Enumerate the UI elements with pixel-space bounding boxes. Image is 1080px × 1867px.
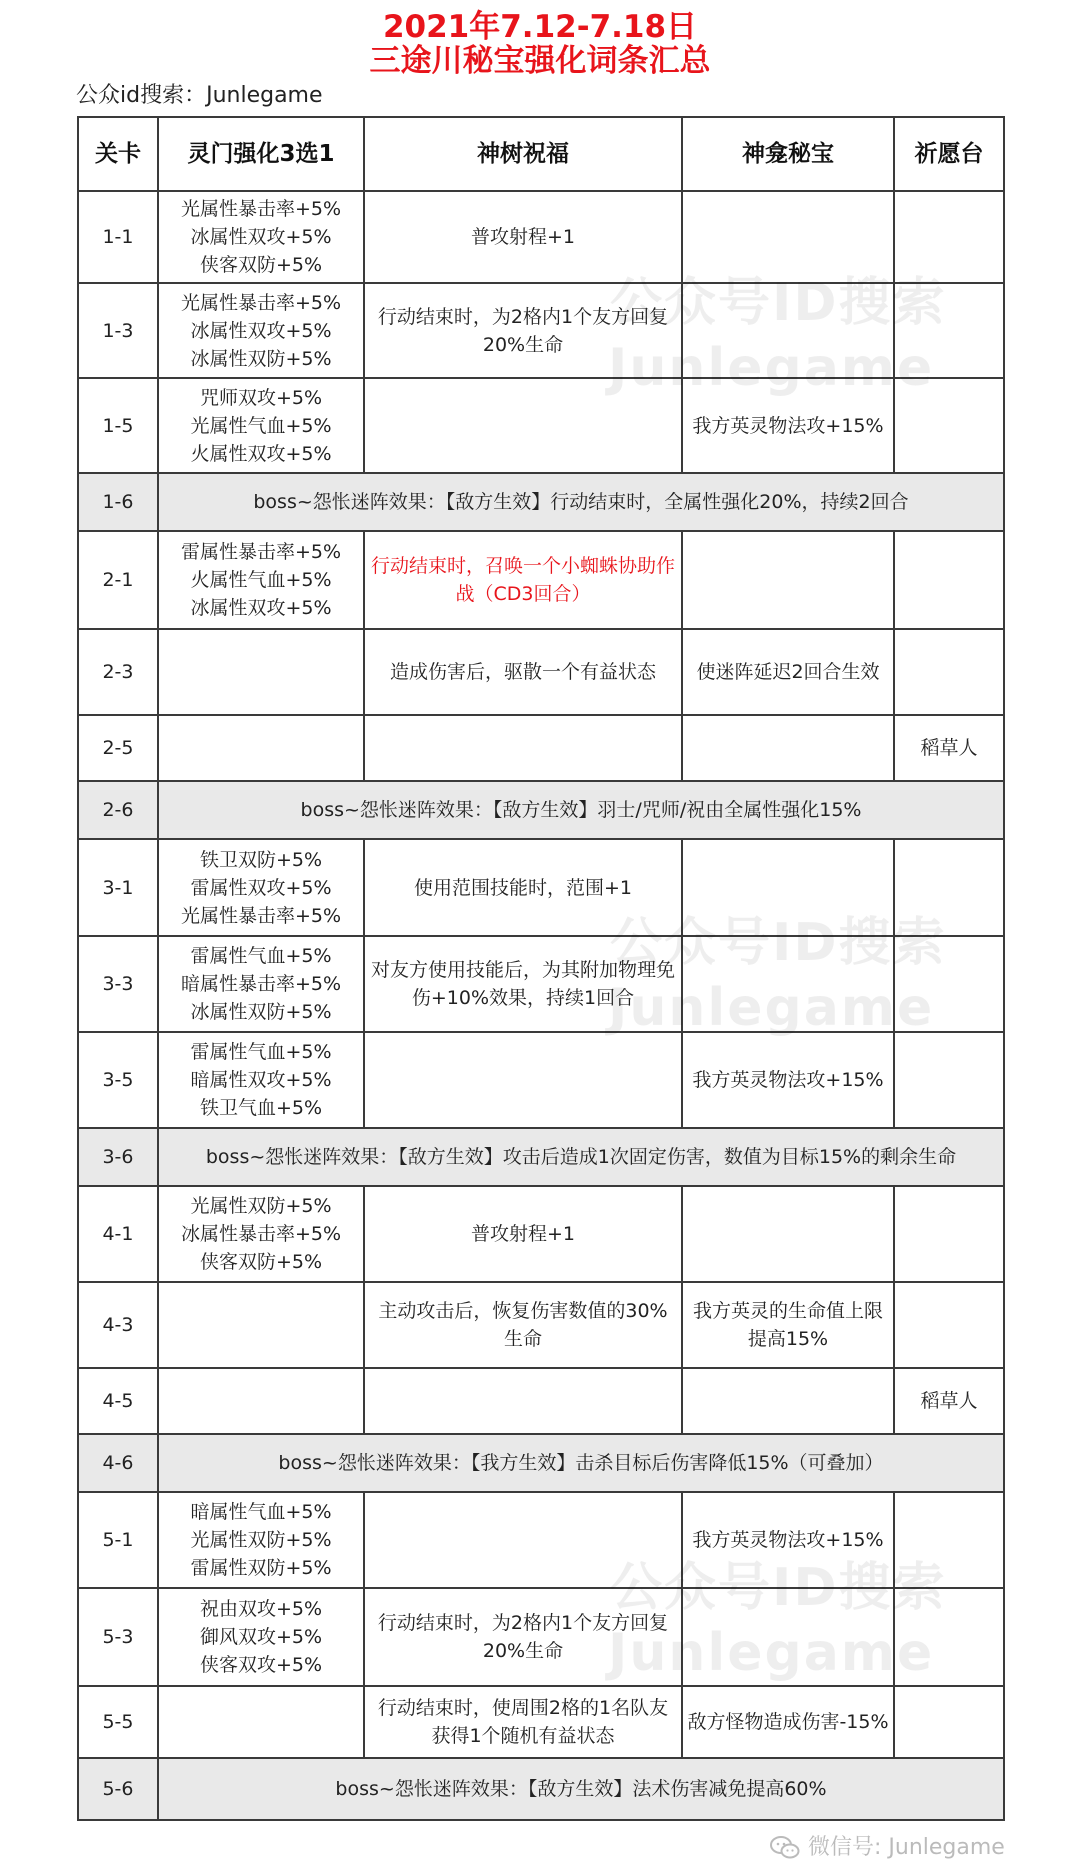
- shenshu-cell: 普攻射程+1: [364, 191, 682, 283]
- table-row: [78, 1282, 1004, 1368]
- qiyuan-cell: 稻草人: [894, 1368, 1004, 1434]
- shenkan-cell: [682, 1186, 894, 1282]
- stage-cell: 5-6: [78, 1758, 158, 1820]
- shenshu-cell: 行动结束时，使周围2格的1名队友获得1个随机有益状态: [364, 1686, 682, 1758]
- boss-row: [78, 1128, 1004, 1186]
- stage-cell: 4-5: [78, 1368, 158, 1434]
- footer-wechat: [770, 1830, 1005, 1861]
- lingmen-option: 光属性暴击率+5%: [180, 904, 342, 927]
- shenshu-cell: 行动结束时，为2格内1个友方回复20%生命: [364, 1588, 682, 1686]
- stage-cell: 2-5: [78, 715, 158, 781]
- table-row: [78, 531, 1004, 629]
- table-header: [78, 117, 1004, 191]
- stage-cell: 4-3: [78, 1282, 158, 1368]
- lingmen-option: 冰属性双攻+5%: [190, 597, 332, 619]
- page-title: 三途川秘宝强化词条汇总: [369, 43, 711, 79]
- stage-cell: 3-6: [78, 1128, 158, 1186]
- stage-cell: 3-5: [78, 1032, 158, 1128]
- lingmen-option: 暗属性气血+5%: [190, 1501, 332, 1523]
- lingmen-option: 铁卫双防+5%: [199, 848, 323, 871]
- lingmen-cell: [158, 283, 364, 378]
- qiyuan-cell: [894, 1282, 1004, 1368]
- shenkan-cell: 我方英灵物法攻+15%: [682, 1492, 894, 1588]
- lingmen-option: 冰属性暴击率+5%: [180, 1223, 342, 1245]
- stage-cell: 5-5: [78, 1686, 158, 1758]
- stage-cell: 1-3: [78, 283, 158, 378]
- watermark: 公众号ID搜索: [610, 913, 947, 973]
- stage-cell: 1-5: [78, 378, 158, 473]
- lingmen-cell: [158, 1588, 364, 1686]
- shenkan-cell: [682, 531, 894, 629]
- lingmen-option: 祝由双攻+5%: [199, 1598, 323, 1620]
- boss-effect-cell: boss~怨怅迷阵效果：【我方生效】击杀目标后伤害降低15%（可叠加）: [158, 1434, 1004, 1492]
- header-lingmen: 灵门强化3选1: [158, 117, 364, 191]
- lingmen-cell: [158, 1686, 364, 1758]
- stage-cell: 2-3: [78, 629, 158, 715]
- stage-cell: 1-1: [78, 191, 158, 283]
- header-shenshu: 神树祝福: [364, 117, 682, 191]
- header-qiyuan: 祈愿台: [894, 117, 1004, 191]
- shenkan-cell: 敌方怪物造成伤害-15%: [682, 1686, 894, 1758]
- shenkan-cell: [682, 1368, 894, 1434]
- lingmen-option: 光属性气血+5%: [190, 414, 332, 437]
- boss-row: [78, 1758, 1004, 1820]
- watermark: Junlegame: [608, 1623, 935, 1683]
- lingmen-cell: [158, 1282, 364, 1368]
- shenkan-cell: 我方英灵物法攻+15%: [682, 378, 894, 473]
- lingmen-option: 铁卫气血+5%: [199, 1097, 323, 1119]
- stage-cell: 3-1: [78, 839, 158, 936]
- boss-row: [78, 473, 1004, 531]
- shenkan-cell: 我方英灵的生命值上限提高15%: [682, 1282, 894, 1368]
- shenkan-cell: [682, 715, 894, 781]
- stage-cell: 3-3: [78, 936, 158, 1032]
- boss-effect-cell: boss~怨怅迷阵效果：【敌方生效】羽士/咒师/祝由全属性强化15%: [158, 781, 1004, 839]
- lingmen-option: 冰属性双防+5%: [190, 1001, 332, 1023]
- lingmen-option: 火属性双攻+5%: [190, 442, 332, 465]
- lingmen-option: 光属性暴击率+5%: [180, 198, 342, 220]
- lingmen-cell: [158, 715, 364, 781]
- lingmen-option: 雷属性气血+5%: [190, 945, 332, 967]
- wechat-icon: [770, 1835, 800, 1861]
- stage-cell: 4-6: [78, 1434, 158, 1492]
- lingmen-option: 火属性气血+5%: [190, 569, 332, 591]
- watermark: 公众号ID搜索: [610, 273, 947, 333]
- lingmen-option: 咒师双攻+5%: [199, 386, 323, 409]
- lingmen-cell: [158, 191, 364, 283]
- lingmen-option: 雷属性双防+5%: [190, 1557, 332, 1579]
- stage-cell: 4-1: [78, 1186, 158, 1282]
- lingmen-option: 侠客双防+5%: [199, 254, 323, 276]
- lingmen-option: 雷属性气血+5%: [190, 1041, 332, 1063]
- shenshu-cell: [364, 1032, 682, 1128]
- lingmen-cell: [158, 531, 364, 629]
- shenshu-cell: 对友方使用技能后，为其附加物理免伤+10%效果，持续1回合: [364, 936, 682, 1032]
- lingmen-option: 冰属性双攻+5%: [190, 226, 332, 248]
- lingmen-cell: [158, 1186, 364, 1282]
- lingmen-cell: [158, 1032, 364, 1128]
- watermark: Junlegame: [608, 338, 935, 398]
- shenshu-cell: [364, 715, 682, 781]
- lingmen-option: 冰属性双攻+5%: [190, 319, 332, 342]
- lingmen-cell: [158, 839, 364, 936]
- lingmen-cell: [158, 378, 364, 473]
- shenkan-cell: 使迷阵延迟2回合生效: [682, 629, 894, 715]
- subtitle: 公众id搜索：Junlegame: [76, 83, 323, 108]
- table-row: [78, 715, 1004, 781]
- shenkan-cell: 我方英灵物法攻+15%: [682, 1032, 894, 1128]
- lingmen-option: 暗属性暴击率+5%: [180, 973, 342, 995]
- shenshu-cell: 行动结束时，召唤一个小蜘蛛协助作战（CD3回合）: [364, 531, 682, 629]
- shenshu-cell: [364, 1368, 682, 1434]
- lingmen-cell: [158, 1492, 364, 1588]
- lingmen-option: 光属性双防+5%: [190, 1195, 332, 1217]
- stage-cell: 5-1: [78, 1492, 158, 1588]
- lingmen-option: 雷属性双攻+5%: [190, 876, 332, 899]
- lingmen-option: 侠客双攻+5%: [199, 1654, 323, 1676]
- lingmen-option: 侠客双防+5%: [199, 1251, 323, 1273]
- boss-effect-cell: boss~怨怅迷阵效果：【敌方生效】行动结束时，全属性强化20%，持续2回合: [158, 473, 1004, 531]
- table-row: [78, 1032, 1004, 1128]
- lingmen-option: 光属性暴击率+5%: [180, 291, 342, 314]
- header-stage: 关卡: [78, 117, 158, 191]
- lingmen-cell: [158, 629, 364, 715]
- lingmen-option: 暗属性双攻+5%: [190, 1069, 332, 1091]
- footer-text: 微信号: Junlegame: [808, 1835, 1005, 1860]
- lingmen-cell: [158, 936, 364, 1032]
- stage-cell: 2-1: [78, 531, 158, 629]
- stage-cell: 5-3: [78, 1588, 158, 1686]
- shenshu-cell: 普攻射程+1: [364, 1186, 682, 1282]
- shenshu-cell: 造成伤害后，驱散一个有益状态: [364, 629, 682, 715]
- shenshu-cell: 行动结束时，为2格内1个友方回复20%生命: [364, 283, 682, 378]
- header-shenkan: 神龛秘宝: [682, 117, 894, 191]
- lingmen-option: 御风双攻+5%: [199, 1626, 323, 1648]
- stage-cell: 1-6: [78, 473, 158, 531]
- qiyuan-cell: [894, 1032, 1004, 1128]
- qiyuan-cell: [894, 1186, 1004, 1282]
- table-row: [78, 1686, 1004, 1758]
- shenshu-cell: 使用范围技能时，范围+1: [364, 839, 682, 936]
- qiyuan-cell: [894, 531, 1004, 629]
- qiyuan-cell: 稻草人: [894, 715, 1004, 781]
- table-row: [78, 629, 1004, 715]
- boss-effect-cell: boss~怨怅迷阵效果：【敌方生效】攻击后造成1次固定伤害，数值为目标15%的剩余生命: [158, 1128, 1004, 1186]
- table-row: [78, 1368, 1004, 1434]
- boss-effect-cell: boss~怨怅迷阵效果：【敌方生效】法术伤害减免提高60%: [158, 1758, 1004, 1820]
- qiyuan-cell: [894, 1686, 1004, 1758]
- table-row: [78, 1186, 1004, 1282]
- boss-row: [78, 781, 1004, 839]
- lingmen-option: 雷属性暴击率+5%: [180, 541, 342, 563]
- lingmen-option: 光属性双防+5%: [190, 1529, 332, 1551]
- qiyuan-cell: [894, 629, 1004, 715]
- boss-row: [78, 1434, 1004, 1492]
- page-title-date: 2021年7.12-7.18日: [382, 9, 698, 45]
- stage-cell: 2-6: [78, 781, 158, 839]
- lingmen-option: 冰属性双防+5%: [190, 347, 332, 370]
- lingmen-cell: [158, 1368, 364, 1434]
- watermark: Junlegame: [608, 978, 935, 1038]
- watermark: 公众号ID搜索: [610, 1558, 947, 1618]
- shenshu-cell: 主动攻击后，恢复伤害数值的30%生命: [364, 1282, 682, 1368]
